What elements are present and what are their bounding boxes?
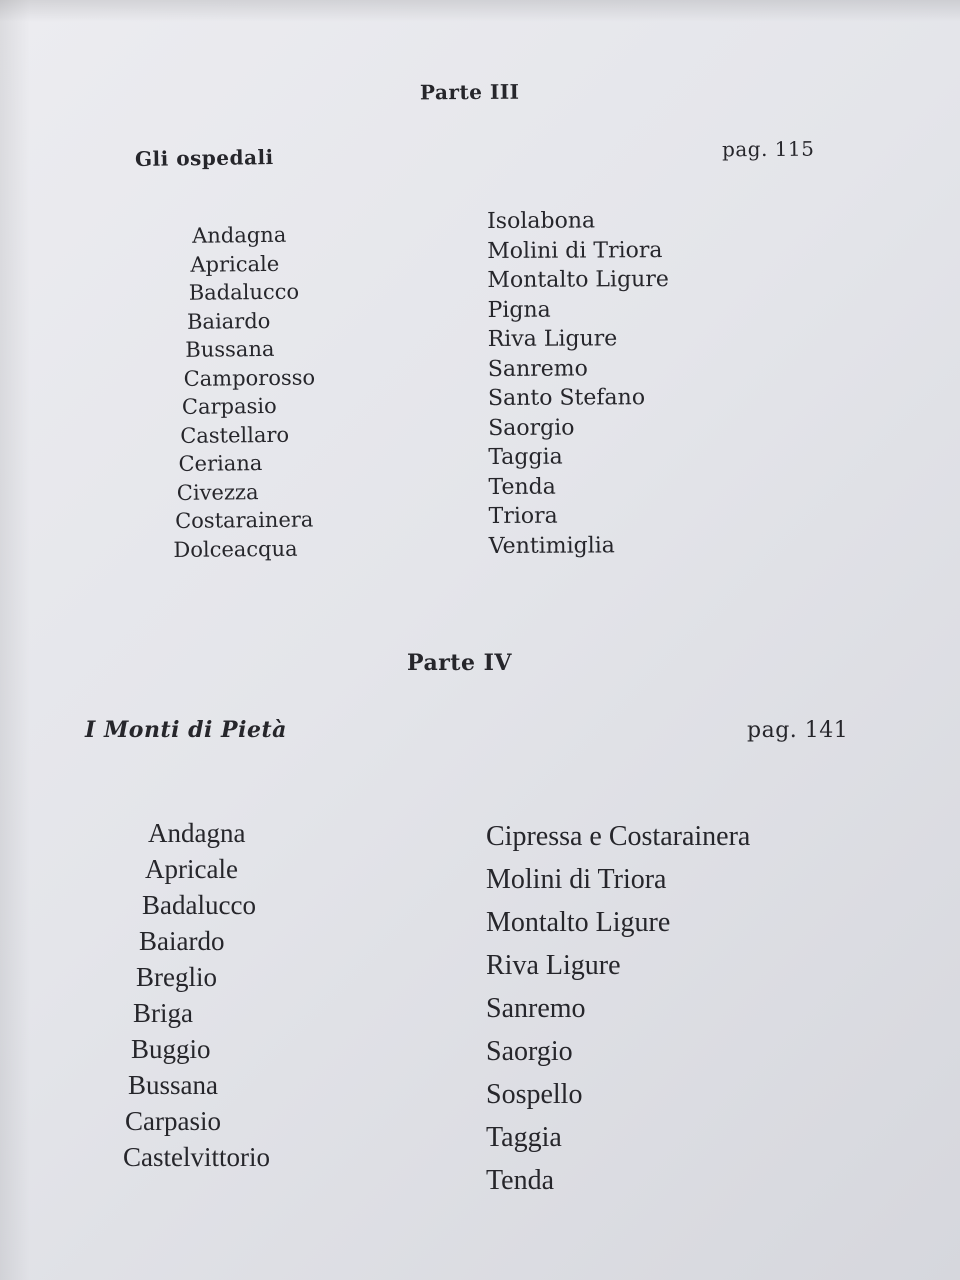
list-item: Badalucco <box>188 279 300 305</box>
place-list-left <box>123 815 270 1175</box>
list-item: Bussana <box>128 1070 218 1100</box>
list-item: Isolabona <box>487 208 596 234</box>
list-item: Saorgio <box>486 1036 573 1067</box>
list-item: Montalto Ligure <box>486 907 671 938</box>
list-item: Baiardo <box>139 926 225 956</box>
list-item: Camporosso <box>183 364 316 391</box>
list-item: Montalto Ligure <box>487 267 669 293</box>
page-reference: pag. 115 <box>721 136 815 162</box>
part-heading: Parte IV <box>407 650 512 676</box>
list-item: Carpasio <box>181 393 277 419</box>
list-item: Tenda <box>488 474 556 500</box>
page-reference: pag. 141 <box>747 718 849 743</box>
list-item: Andagna <box>192 222 287 248</box>
place-list-right <box>486 815 750 1202</box>
list-item: Riva Ligure <box>487 326 618 352</box>
list-item: Castellaro <box>180 422 290 448</box>
list-item: Badalucco <box>142 890 256 920</box>
list-item: Santo Stefano <box>487 385 646 411</box>
list-item: Sospello <box>486 1079 583 1110</box>
list-item: Ceriana <box>178 451 263 476</box>
list-item: Sanremo <box>486 993 586 1024</box>
list-item: Bussana <box>185 336 275 362</box>
list-item: Castelvittorio <box>123 1142 270 1172</box>
list-item: Andagna <box>148 818 246 848</box>
list-item: Sanremo <box>487 355 588 382</box>
list-item: Buggio <box>131 1034 211 1064</box>
section-title: Gli ospedali <box>134 145 274 171</box>
list-item: Baiardo <box>186 308 271 334</box>
list-item: Ventimiglia <box>488 532 615 559</box>
list-item: Pigna <box>487 297 551 323</box>
list-item: Briga <box>133 998 193 1028</box>
place-list-left <box>170 220 317 563</box>
list-item: Taggia <box>486 1122 562 1153</box>
list-item: Triora <box>488 503 558 529</box>
list-item: Tenda <box>486 1165 555 1196</box>
part-heading: Parte III <box>419 79 520 105</box>
list-item: Saorgio <box>488 415 575 441</box>
list-item: Breglio <box>136 962 217 992</box>
list-item: Molini di Triora <box>486 864 667 895</box>
list-item: Costarainera <box>175 507 314 533</box>
list-item: Apricale <box>145 854 238 884</box>
list-item: Cipressa e Costarainera <box>486 821 751 852</box>
page-edge-shadow-top <box>0 0 960 22</box>
place-list-right <box>487 206 670 561</box>
list-item: Molini di Triora <box>487 237 663 264</box>
page-edge-shadow-left <box>0 0 30 1280</box>
list-item: Civezza <box>176 479 259 505</box>
list-item: Carpasio <box>125 1106 221 1136</box>
list-item: Taggia <box>488 444 563 470</box>
list-item: Riva Ligure <box>486 950 621 981</box>
section-title: I Monti di Pietà <box>85 717 287 743</box>
list-item: Dolceacqua <box>173 536 298 562</box>
list-item: Apricale <box>190 251 280 277</box>
